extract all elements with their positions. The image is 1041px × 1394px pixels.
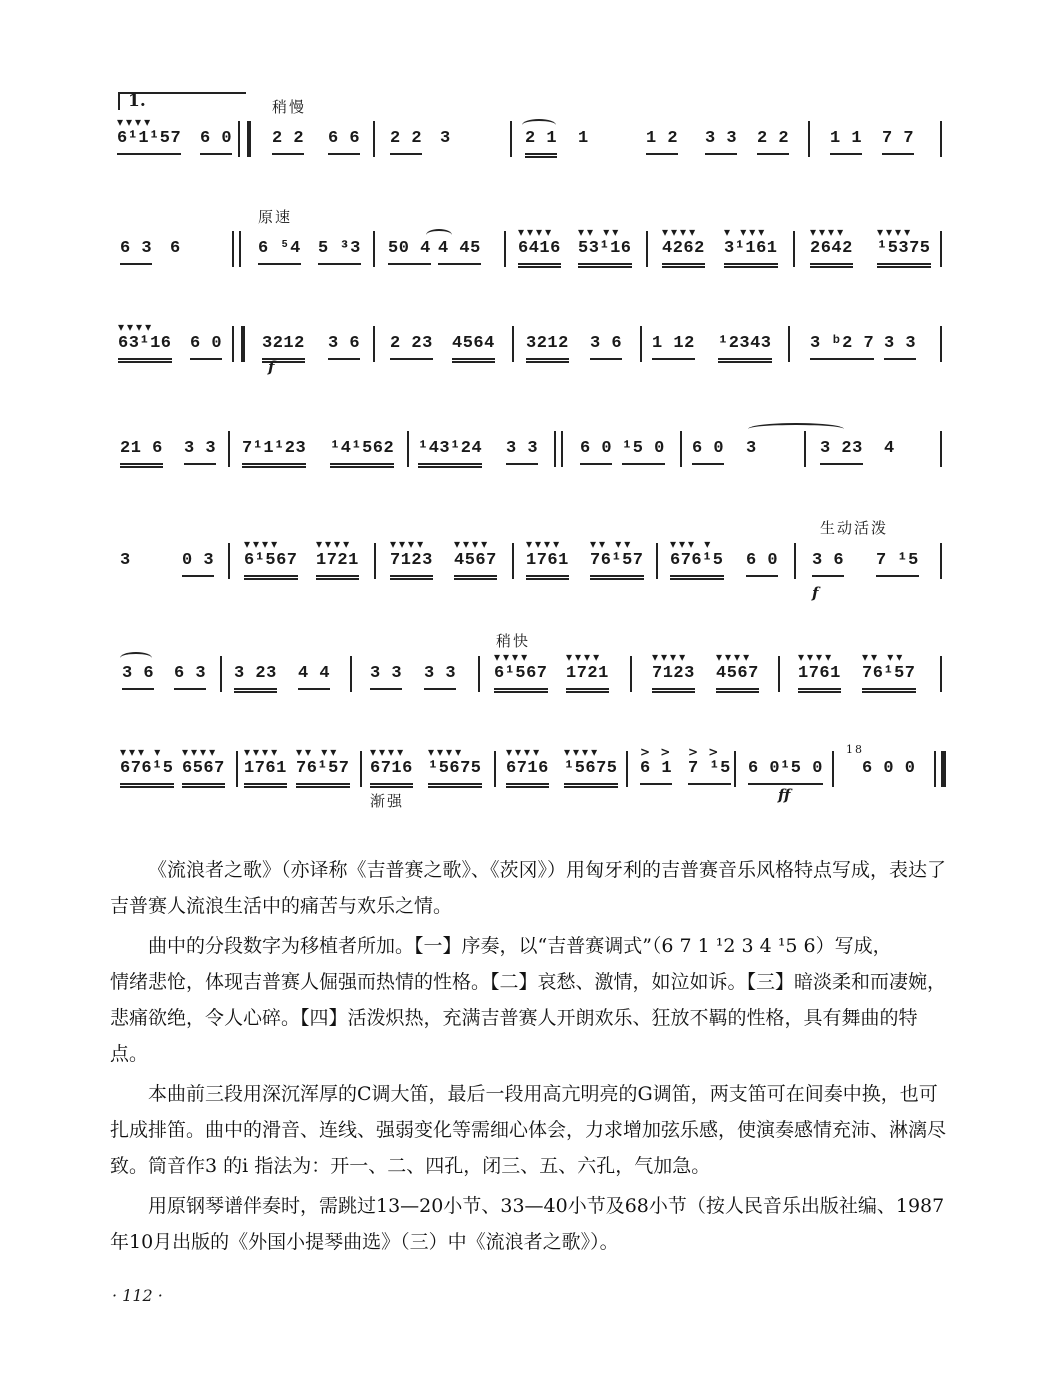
paragraph-3-mid: 的 (217, 1155, 243, 1177)
note-group: 1 1 (830, 129, 862, 148)
score-line-2 (0, 225, 1041, 285)
barline (778, 656, 780, 692)
note-group: 6 3 (174, 664, 206, 683)
note-group: 6 (170, 239, 181, 258)
dynamic-ff: ff (778, 786, 791, 804)
note-group: 6 0 (580, 439, 612, 458)
paragraph-2b: 情绪悲怆，体现吉普赛人倔强而热情的性格。【二】哀愁、激情，如泣如诉。【三】暗淡柔和而凄婉，悲痛欲绝，令人心碎。【四】活泼炽热，充满吉普赛人开朗欢乐、狂放不羁的性格，具有舞曲的特点。 (110, 971, 947, 1065)
note-group: ▾▾▾▾ 2642 (810, 239, 853, 258)
note-group: ▾▾▾▾ 1721 (566, 664, 609, 683)
note-group: 3 3 (370, 664, 402, 683)
barline (940, 231, 942, 267)
barline (808, 121, 810, 157)
note-group: 7 7 (882, 129, 914, 148)
note-group: 4564 (452, 334, 495, 353)
note-group: ▾▾ ▾▾ 53¹16 (578, 239, 632, 258)
note-group: 1 2 (646, 129, 678, 148)
barline (940, 656, 942, 692)
note-group: 2 2 (272, 129, 304, 148)
note-group: ▾▾ ▾▾ 76¹57 (862, 664, 916, 683)
paragraph-1: 《流浪者之歌》（亦译称《吉普赛之歌》、《茨冈》）用匈牙利的吉普赛音乐风格特点写成，表达了吉普赛人流浪生活中的痛苦与欢乐之情。 (110, 859, 947, 917)
note-group: 3 3 (884, 334, 916, 353)
barline (832, 751, 834, 787)
tempo-mark-slightly-fast: 稍快 (496, 632, 531, 650)
note-group: ▾▾ ▾▾ 76¹57 (590, 551, 644, 570)
tempo-mark-lively: 生动活泼 (820, 519, 889, 537)
note-group: 3212 (526, 334, 569, 353)
note-group: ▾▾▾▾ 1761 (244, 759, 287, 778)
barline (646, 231, 648, 267)
note-group: ▾▾▾▾ 6716 (506, 759, 549, 778)
note-group: 6 0¹5 0 (748, 759, 823, 778)
note-group: 3 3 (506, 439, 538, 458)
note-group: ▾▾▾▾ 6416 (518, 239, 561, 258)
note-group: 2 1 (525, 129, 557, 148)
note-group: 3 (746, 439, 757, 458)
paragraph-4: 用原钢琴谱伴奏时，需跳过13—20小节、33—40小节及68小节（按人民音乐出版社编、1987年10月出版的《外国小提琴曲选》（三）中《流浪者之歌》）。 (110, 1195, 945, 1253)
note-group: 3 3 (424, 664, 456, 683)
barline (373, 121, 375, 157)
paragraph-3b: 指法为：开一、二、四孔，闭三、五、六孔，气加急。 (248, 1155, 711, 1177)
note-group: 3 6 (590, 334, 622, 353)
note-group: ¹4¹562 (330, 439, 394, 458)
note-group: 3 (440, 129, 451, 148)
note-high-1: i (242, 1155, 249, 1177)
note-group: ▾▾▾▾ 4567 (454, 551, 497, 570)
note-group: ▾▾▾▾ 7123 (390, 551, 433, 570)
note-group: ▾ ▾▾▾ 3¹161 (724, 239, 778, 258)
barline (656, 543, 658, 579)
note-group: ▾▾▾▾ 6567 (182, 759, 225, 778)
barline (373, 231, 375, 267)
note-group: 50 4 (388, 239, 431, 258)
barline (494, 751, 496, 787)
note-group: 6 0 (746, 551, 778, 570)
note-group: 6 0 0 (862, 759, 916, 778)
barline (640, 326, 642, 362)
note-group: 3212 (262, 334, 305, 353)
commentary-text (110, 852, 950, 1260)
barline (630, 656, 632, 692)
barline (940, 431, 942, 467)
note-group: ¹2343 (718, 334, 772, 353)
note-group: 6 6 (328, 129, 360, 148)
note-group: 3 23 (234, 664, 277, 683)
note-group: > > 7 ¹5 (688, 759, 731, 778)
note-group: 3 3 (184, 439, 216, 458)
note-group: 4 45 (438, 239, 481, 258)
note-group: 21 6 (120, 439, 163, 458)
dynamic-f: f (812, 584, 819, 602)
note-group: 4 4 (298, 664, 330, 683)
tie (748, 423, 844, 435)
barline (228, 543, 230, 579)
barline (360, 751, 362, 787)
barline (236, 751, 238, 787)
barline (626, 751, 628, 787)
double-barline (554, 431, 563, 467)
note-group: > > 6 1 (640, 759, 672, 778)
page-number: · 112 · (112, 1286, 163, 1305)
dynamic-f: f (268, 358, 275, 376)
note-group: 6 0 (692, 439, 724, 458)
note-group: ▾▾▾ ▾ 676¹5 (670, 551, 724, 570)
score-line-5 (0, 537, 1041, 597)
note-group: ▾▾▾▾ ¹5675 (428, 759, 482, 778)
note-group: ▾▾▾▾ 6¹567 (244, 551, 298, 570)
tempo-mark-original: 原速 (258, 208, 293, 226)
barline (512, 326, 514, 362)
note-group: 6 0 (190, 334, 222, 353)
note-group: 4 (884, 439, 895, 458)
barline (374, 543, 376, 579)
paragraph-3 (110, 1076, 950, 1184)
note-group: 3 3 (705, 129, 737, 148)
paragraph-3a: 本曲前三段用深沉浑厚的C调大笛，最后一段用高亢明亮的G调笛，两支笛可在间奏中换，也可扎成排笛。曲中的滑音、连线、强弱变化等需细心体会，力求增加弦乐感，使演奏感情充沛、淋漓尽致。筒音作 (110, 1083, 947, 1177)
score-line-3 (0, 320, 1041, 380)
note-group: 7¹1¹23 (242, 439, 306, 458)
note-group: ▾▾▾▾ 6¹567 (494, 664, 548, 683)
note-group: ▾▾ ▾▾ 76¹57 (296, 759, 350, 778)
repeat-barline (232, 326, 245, 362)
note-group: ▾▾▾▾ ¹5675 (564, 759, 618, 778)
repeat-barline (238, 121, 251, 157)
barline (220, 656, 222, 692)
barline (228, 431, 230, 467)
score-line-7 (0, 745, 1041, 805)
slur (120, 652, 152, 664)
barline (373, 326, 375, 362)
note-group: 2 23 (390, 334, 433, 353)
note-group: 3 6 (122, 664, 154, 683)
barline (407, 431, 409, 467)
final-barline (934, 751, 946, 787)
note-group: 0 3 (182, 551, 214, 570)
barline (940, 543, 942, 579)
note-group: 6 3 (120, 239, 152, 258)
note-group: ▾▾▾ ▾ 676¹5 (120, 759, 174, 778)
barline (504, 231, 506, 267)
barline (793, 231, 795, 267)
barline (940, 121, 942, 157)
note-group: ▾▾▾▾ 6¹1¹57 (117, 129, 181, 148)
note-group: ▾▾▾▾ 1761 (798, 664, 841, 683)
note-group: 7 ¹5 (876, 551, 919, 570)
note-group: ▾▾▾▾ 6716 (370, 759, 413, 778)
barline (512, 543, 514, 579)
barline (940, 326, 942, 362)
double-barline (232, 231, 241, 267)
score-line-4 (0, 425, 1041, 485)
barline (734, 751, 736, 787)
note-group: 1 (578, 129, 589, 148)
note-group: ¹5 0 (622, 439, 665, 458)
volta-bracket: 1. (118, 92, 246, 110)
score-line-1 (0, 115, 1041, 175)
expression-crescendo: 渐强 (370, 792, 405, 810)
barline (680, 431, 682, 467)
note-group: ▾▾▾▾ 1761 (526, 551, 569, 570)
score-line-6 (0, 650, 1041, 710)
note-group: ¹43¹24 (418, 439, 482, 458)
note-group: 2 2 (757, 129, 789, 148)
note-group: 3 ᵇ2 7 (810, 334, 874, 353)
note-group: 3 (120, 551, 131, 570)
note-group: 3 6 (328, 334, 360, 353)
barline (804, 431, 806, 467)
barline (510, 121, 512, 157)
note-group: 3 6 (812, 551, 844, 570)
tempo-mark-slightly-slow: 稍慢 (272, 98, 307, 116)
note-group: ▾▾▾▾ 4567 (716, 664, 759, 683)
note-3: 3 (205, 1155, 218, 1177)
note-group: 5 ³3 (318, 239, 361, 258)
note-group: 1 12 (652, 334, 695, 353)
grace-note-mark: 18 (846, 743, 864, 756)
paragraph-2a: 曲中的分段数字为移植者所加。【一】序奏，以“吉普赛调式”（6 7 1 ¹2 3 4 ¹5 6）写成， (148, 935, 892, 957)
barline (478, 656, 480, 692)
note-group: 6 ⁵4 (258, 239, 301, 258)
barline (794, 543, 796, 579)
note-group: 3 23 (820, 439, 863, 458)
barline (350, 656, 352, 692)
note-group: ▾▾▾▾ 7123 (652, 664, 695, 683)
note-group: 6 0 (200, 129, 232, 148)
note-group: ▾▾▾▾ 4262 (662, 239, 705, 258)
barline (788, 326, 790, 362)
note-group: 2 2 (390, 129, 422, 148)
note-group: ▾▾▾▾ 63¹16 (118, 334, 172, 353)
note-group: ▾▾▾▾ ¹5375 (877, 239, 931, 258)
note-group: ▾▾▾▾ 1721 (316, 551, 359, 570)
